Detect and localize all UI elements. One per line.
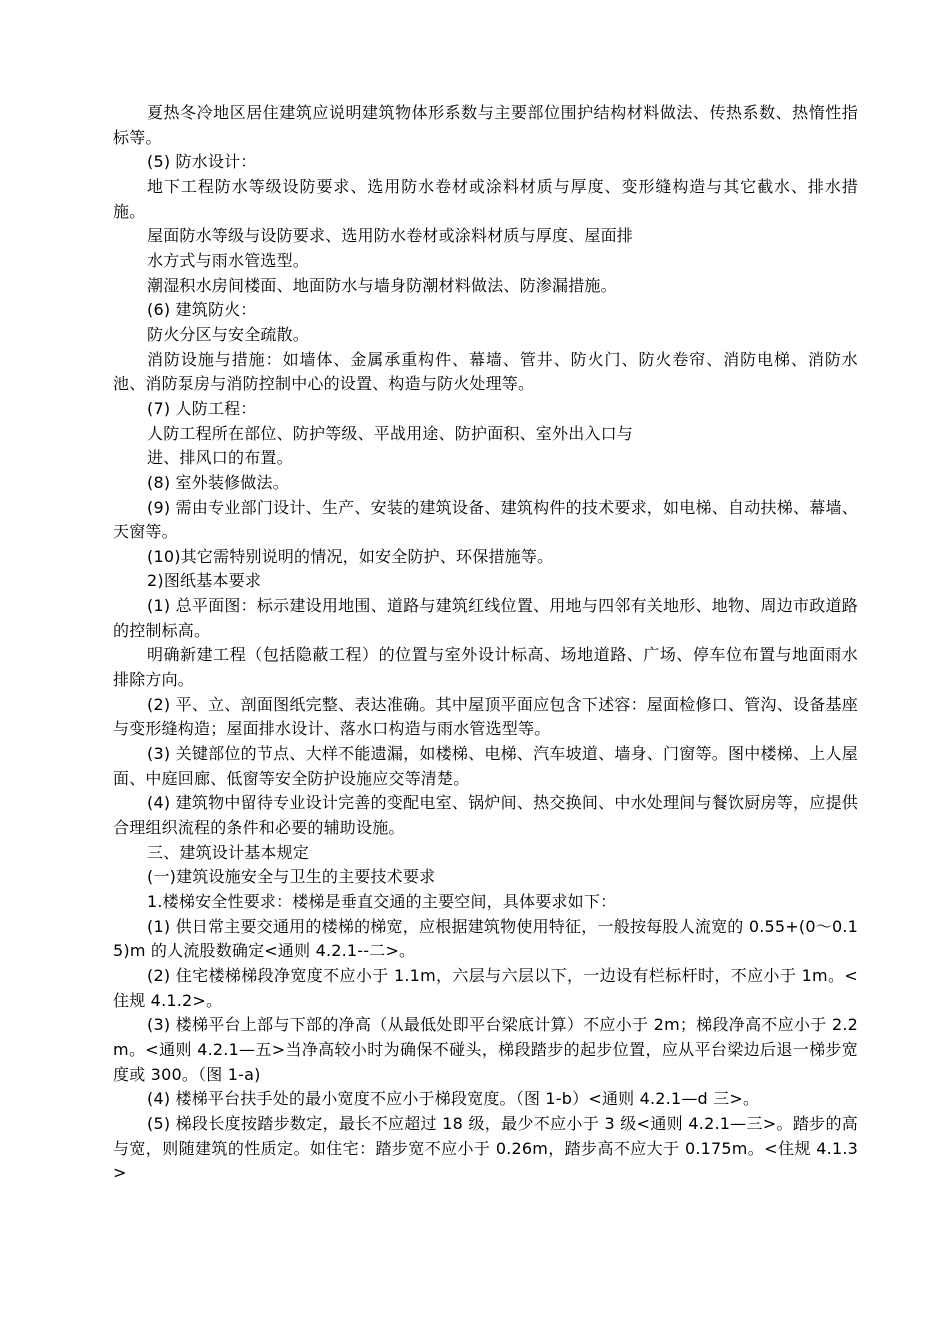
list-item: (4) 建筑物中留待专业设计完善的变配电室、锅炉间、热交换间、中水处理间与餐饮厨房等，应提供合理组织流程的条件和必要的辅助设施。 — [113, 793, 858, 838]
subsection-heading: (一)建筑设施安全与卫生的主要技术要求 — [147, 867, 436, 887]
list-item: (4) 楼梯平台扶手处的最小宽度不应小于梯段宽度。（图 1-b）<通则 4.2.1—d 三>。 — [147, 1089, 760, 1109]
list-item: (2) 住宅楼梯梯段净宽度不应小于 1.1m，六层与六层以下，一边设有栏标杆时，不应小于 1m。<住规 4.1.2>。 — [113, 965, 858, 1010]
list-heading: (5) 防水设计： — [147, 152, 257, 172]
list-item: (8) 室外装修做法。 — [147, 472, 289, 492]
list-heading: (6) 建筑防火： — [147, 300, 257, 320]
subsection-heading: 2)图纸基本要求 — [147, 571, 262, 591]
list-item: (2) 平、立、剖面图纸完整、表达准确。其中屋顶平面应包含下述容：屋面检修口、管沟、设备基座与变形缝构造；屋面排水设计、落水口构造与雨水管选型等。 — [113, 694, 858, 739]
body-paragraph: 潮湿积水房间楼面、地面防水与墙身防潮材料做法、防渗漏措施。 — [147, 275, 617, 295]
body-paragraph: 明确新建工程（包括隐蔽工程）的位置与室外设计标高、场地道路、广场、停车位布置与地面雨水排除方向。 — [113, 645, 858, 690]
body-paragraph: 消防设施与措施：如墙体、金属承重构件、幕墙、管井、防火门、防火卷帘、消防电梯、消防水池、消防泵房与消防控制中心的设置、构造与防火处理等。 — [113, 349, 858, 394]
document-body — [113, 101, 858, 1186]
section-heading: 三、建筑设计基本规定 — [147, 842, 310, 862]
list-item: (10)其它需特别说明的情况，如安全防护、环保措施等。 — [147, 546, 554, 566]
body-paragraph: 地下工程防水等级设防要求、选用防水卷材或涂料材质与厚度、变形缝构造与其它截水、排水措施。 — [113, 176, 858, 221]
body-paragraph: 1.楼梯安全性要求：楼梯是垂直交通的主要空间，具体要求如下： — [147, 892, 617, 911]
list-item: (1) 供日常主要交通用的楼梯的梯宽，应根据建筑物使用特征，一般按每股人流宽的 0.55+(0～0.15)m 的人流股数确定<通则 4.2.1--二>。 — [113, 916, 858, 961]
body-paragraph: 屋面防水等级与设防要求、选用防水卷材或涂料材质与厚度、屋面排 — [147, 226, 634, 246]
list-item: (9) 需由专业部门设计、生产、安装的建筑设备、建筑构件的技术要求，如电梯、自动扶梯、幕墙、天窗等。 — [113, 497, 858, 542]
body-paragraph: 防火分区与安全疏散。 — [147, 324, 310, 344]
list-item: (3) 关键部位的节点、大样不能遗漏，如楼梯、电梯、汽车坡道、墙身、门窗等。图中楼梯、上人屋面、中庭回廊、低窗等安全防护设施应交等清楚。 — [113, 744, 858, 788]
body-paragraph: 进、排风口的布置。 — [147, 448, 293, 468]
list-item: (5) 梯段长度按踏步数定，最长不应超过 18 级，最少不应小于 3 级<通则 4.2.1—三>。踏步的高与宽，则随建筑的性质定。如住宅：踏步宽不应小于 0.26m，踏步高不应大于 0.175m。<住规 4.1.3> — [113, 1113, 858, 1183]
list-heading: (7) 人防工程： — [147, 398, 257, 418]
body-paragraph: 人防工程所在部位、防护等级、平战用途、防护面积、室外出入口与 — [147, 423, 634, 443]
body-paragraph: 夏热冬冷地区居住建筑应说明建筑物体形系数与主要部位围护结构材料做法、传热系数、热惰性指标等。 — [113, 103, 858, 147]
body-paragraph: 水方式与雨水管选型。 — [147, 250, 310, 270]
list-item: (3) 楼梯平台上部与下部的净高（从最低处即平台梁底计算）不应小于 2m；梯段净高不应小于 2.2m。<通则 4.2.1—五>当净高较小时为确保不碰头，梯段踏步的起步位置，应从平台梁边后退一梯步宽度或 300。（图 1-a) — [113, 1015, 858, 1084]
list-item: (1) 总平面图：标示建设用地围、道路与建筑红线位置、用地与四邻有关地形、地物、周边市政道路的控制标高。 — [113, 596, 858, 640]
